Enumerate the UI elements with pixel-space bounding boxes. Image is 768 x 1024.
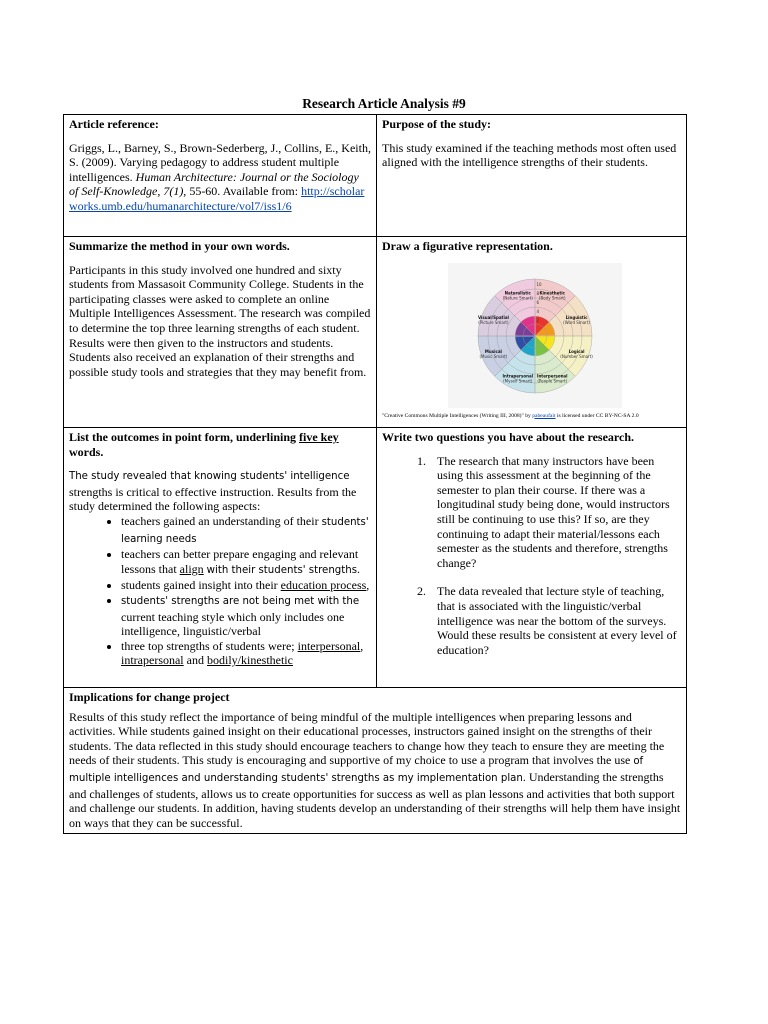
wheel-scale-label: 4 (536, 308, 540, 314)
outcome-5-underline-2: intrapersonal (121, 653, 184, 668)
method-text: Participants in this study involved one hundred and sixty students from Massasoit Community College. Students in the participating classes were asked to complete an online Multiple Intelligences Assessment. The research was compiled to determine the top three learning strengths of each student. Results were then given to the instructors and students. Students also received an explanation of their strengths and possible study tools and strategies that they may benefit from. (69, 262, 371, 379)
outcome-3-end: , (366, 578, 370, 593)
outcomes-heading-underline: five key (299, 430, 339, 444)
outcome-5-comma: , (360, 638, 364, 653)
implications-highlight: of multiple intelligences and understanding students' strengths as my implementation plan (69, 756, 644, 784)
citation-journal: Human Architecture: Journal or the Sociology of Self-Knowledge, 7(1), (69, 169, 359, 199)
outcome-5-underline-3: bodily/kinesthetic (206, 653, 293, 668)
wheel-segment-label: Kinesthetic (539, 290, 565, 296)
cell-questions (377, 428, 687, 688)
wheel-svg (448, 263, 622, 408)
wheel-segment-sublabel: (Myself Smart) (503, 378, 533, 384)
cell-purpose (377, 115, 687, 237)
outcome-3-text: students gained insight into their (121, 578, 278, 593)
credit-pre: "Creative Commons Multiple Intelligences (Writing III, 2008)" by (382, 412, 531, 419)
outcome-2-text: teachers can better prepare engaging and relevant lessons that (121, 547, 359, 576)
wheel-scale-label: 10 (536, 281, 542, 287)
page-title: Research Article Analysis #9 (302, 96, 466, 111)
credit-post: is licensed under CC BY-NC-SA 2.0 (556, 412, 639, 419)
implications-text (69, 710, 681, 831)
wheel-segment-sublabel: (People Smart) (537, 378, 568, 384)
questions-list (382, 454, 681, 658)
wheel-segment-label: Logical (568, 348, 585, 354)
citation-pages: 55-60. Available from: (189, 184, 299, 199)
questions-heading: Write two questions you have about the research. (382, 430, 634, 444)
row-method (64, 237, 687, 428)
wheel-segment-label: Interpersonal (536, 373, 568, 379)
outcome-item (121, 578, 371, 593)
multiple-intelligences-wheel (448, 263, 622, 408)
wheel-scale-label: 2 (536, 317, 540, 323)
wheel-scale-label: 8 (536, 290, 540, 296)
outcome-2-end: . (357, 561, 361, 576)
citation-authors: Griggs, L., Barney, S., Brown-Sederberg, J., Collins, E., Keith, S. (2009). Varying pedagogy to address student multiple intelligences. (69, 140, 371, 184)
analysis-table (63, 114, 687, 834)
cell-figurative (377, 237, 687, 428)
outcome-item (121, 547, 371, 578)
outcome-item (121, 639, 371, 668)
wheel-segment-sublabel: (Music Smart) (479, 353, 508, 359)
wheel-segment-label: Visual/Spatial (477, 314, 509, 320)
implications-text-a: Results of this study reflect the importance of being mindful of the multiple intelligences when preparing lessons and activities. While students gained insight on their educational processes, instructors gained insight on the strengths of their students. The data reflected in this study should encourage teachers to change how they teach to ensure they are meeting the needs of their students. This study is encouraging and supportive of my choice to use a program that involves the use (69, 709, 665, 768)
wheel-segment-sublabel: (Number Smart) (560, 353, 593, 359)
outcome-4-key: students' strengths are not being met with the (121, 595, 360, 607)
cell-article-reference (64, 115, 377, 237)
outcome-3-underline: education process (280, 578, 367, 593)
wheel-segment-sublabel: (Body Smart) (538, 295, 566, 301)
wheel-segment-label: Linguistic (565, 314, 588, 320)
outcomes-heading-end: words. (69, 444, 104, 459)
outcomes-heading-text: List the outcomes in point form, underlining (69, 430, 297, 444)
outcome-2-key: with their students' strengths (206, 564, 358, 576)
outcomes-intro-highlight: The study revealed that knowing students' intelligence (69, 471, 350, 483)
method-heading: Summarize the method in your own words. (69, 239, 290, 253)
article-reference-heading: Article reference: (69, 117, 159, 131)
outcome-item (121, 593, 371, 639)
outcomes-list (69, 514, 371, 668)
implications-text-b: . Understanding the strengths and challenges of students, allows us to create opportunities for success as well as plan lessons and activities that both support and challenge our students. In addition, having students develop an understanding of their strengths will help them have insight on ways that they can be successful. (69, 769, 681, 830)
outcome-1-key: students' learning needs (121, 516, 369, 545)
outcome-1-text: teachers gained an understanding of their (121, 513, 319, 528)
wheel-scale-label: 6 (536, 299, 540, 305)
article-url-link[interactable]: http://scholarworks.umb.edu/humanarchitecture/vol7/iss1/6 (69, 184, 365, 213)
wheel-segment-label: Naturalistic (504, 290, 531, 296)
figurative-heading: Draw a figurative representation. (382, 239, 553, 253)
outcome-2-underline: align (179, 561, 204, 576)
wheel-segment-label: Intrapersonal (502, 373, 534, 379)
outcome-item (121, 514, 371, 547)
wheel-segment-sublabel: (Word Smart) (563, 319, 590, 325)
implications-heading: Implications for change project (69, 690, 230, 704)
credit-author-link[interactable]: pabeaufait (532, 412, 556, 419)
outcome-4-text: current teaching style which only includes one intelligence, linguistic/verbal (121, 609, 345, 639)
purpose-heading: Purpose of the study: (382, 117, 492, 131)
row-reference (64, 115, 687, 237)
wheel-segment-label: Musical (484, 348, 502, 354)
wheel-segment-sublabel: (Picture Smart) (478, 319, 509, 325)
outcome-5-underline-1: interpersonal (297, 638, 361, 653)
outcome-5-text: three top strengths of students were; (121, 638, 295, 653)
cell-outcomes (64, 428, 377, 688)
outcome-5-and: and (186, 653, 204, 668)
figure-credit (382, 413, 681, 420)
purpose-text: This study examined if the teaching methods most often used aligned with the intelligence strengths of their students. (382, 140, 677, 170)
question-item: 1. The research that many instructors have been using this assessment at the beginning of the semester to plan their course. If there was a longitudinal study being done, would instructors still be continuing to use this? If so, are they continuing to adapt their material/lessons each semester as the students and therefore, strengths change? (429, 454, 681, 571)
article-citation (69, 141, 371, 214)
question-item: 2. The data revealed that lecture style of teaching, that is associated with the linguistic/verbal intelligence was near the bottom of the surveys. Would these results be consistent at every level of education? (429, 584, 681, 657)
row-outcomes (64, 428, 687, 688)
cell-method (64, 237, 377, 428)
outcomes-intro-rest: strengths is critical to effective instruction. Results from the study determined the following aspects: (69, 484, 357, 514)
cell-implications (64, 688, 687, 834)
wheel-segment-sublabel: (Nature Smart) (502, 295, 533, 301)
outcomes-intro (69, 468, 371, 514)
row-implications (64, 688, 687, 834)
outcomes-heading (69, 430, 371, 459)
